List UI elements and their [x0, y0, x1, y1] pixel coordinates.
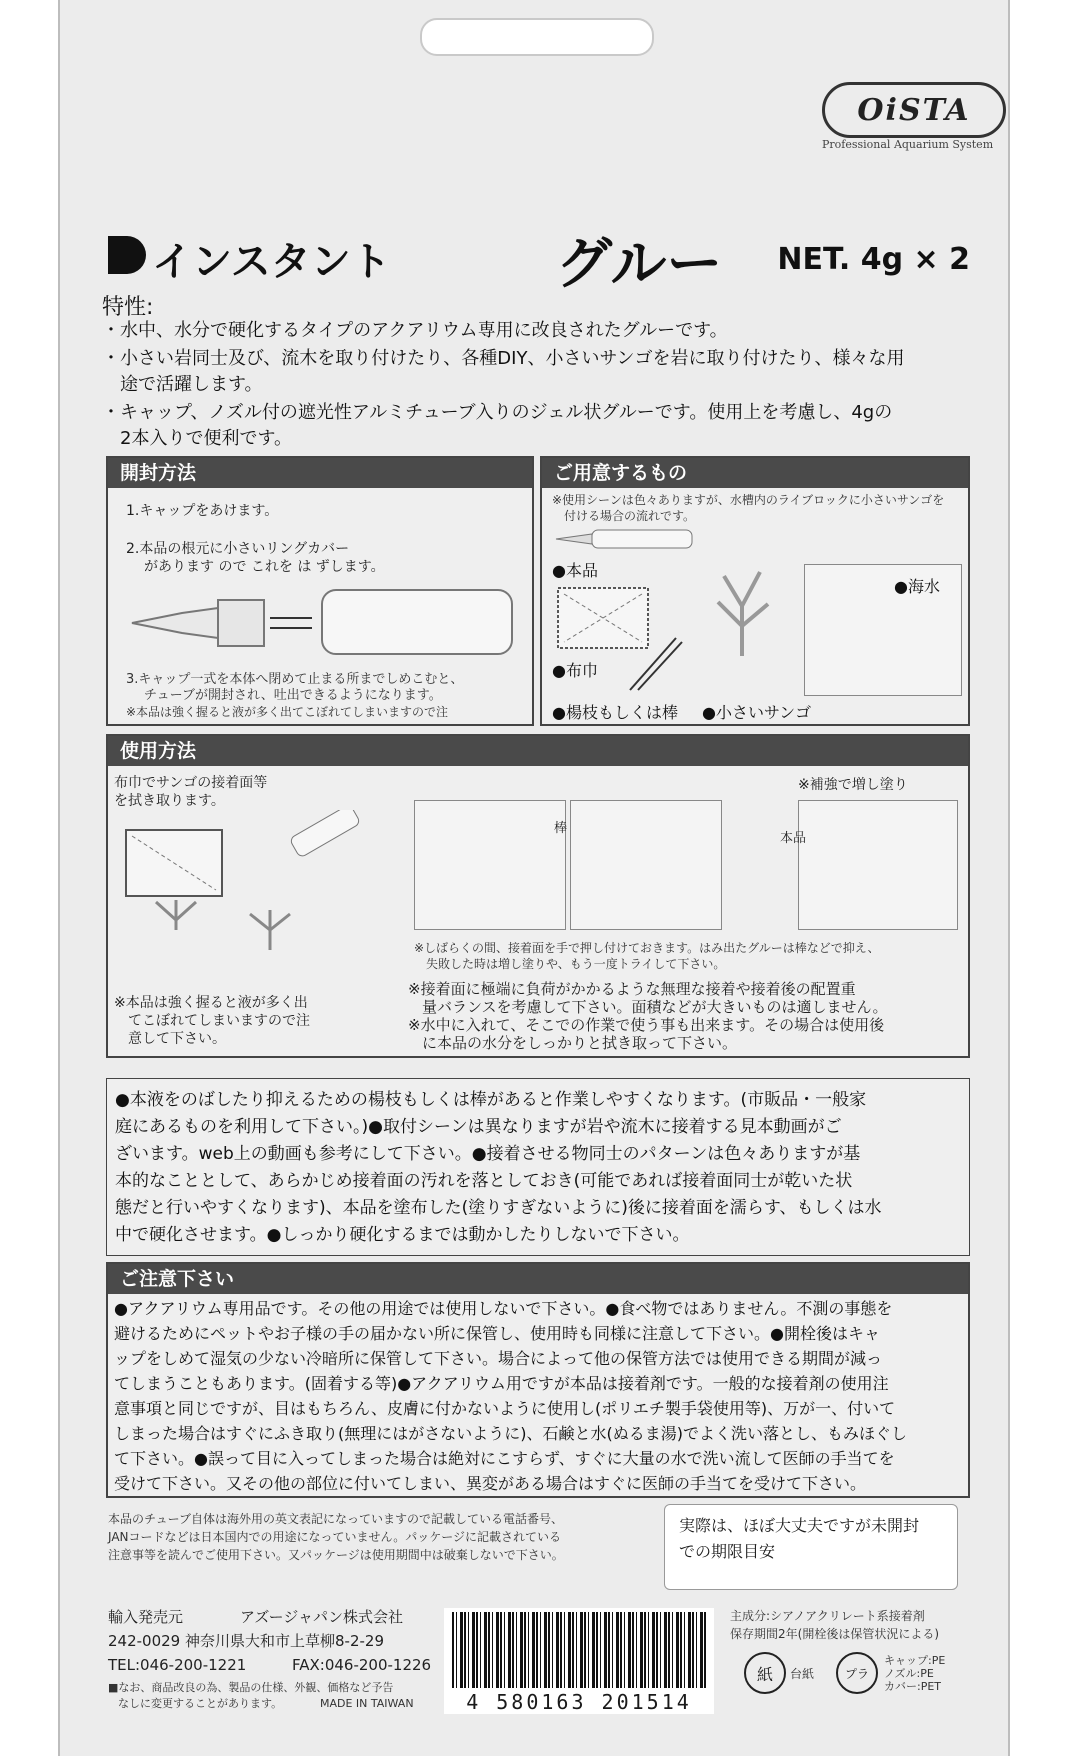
- opening-step-2b: があります ので これを は ずします。: [144, 559, 385, 575]
- prepare-item-coral: ●小さいサンゴ: [702, 703, 812, 722]
- usage-press-line1: ※しばらくの間、接着面を手で押し付けておきます。はみ出たグルーは棒などで抑え、: [414, 941, 880, 955]
- tips-line: ●本液をのばしたり抑えるための楊枝もしくは棒があると作業しやすくなります。(市販品・一般家: [115, 1090, 867, 1110]
- paper-recycle-icon: 紙: [744, 1652, 786, 1694]
- usage-method-heading: 使用方法: [108, 736, 968, 766]
- material-nozzle: ノズル:PE: [884, 1667, 934, 1680]
- caution-line: 受けて下さい。又その他の部位に付いてしまい、異変がある場合はすぐに医師の手当てを受けて下さい。: [114, 1474, 867, 1493]
- feature-line: ・キャップ、ノズル付の遮光性アルミチューブ入りのジェル状グルーです。使用上を考慮し、4gの: [102, 402, 893, 423]
- brand-logo: OiSTA: [822, 82, 1006, 138]
- note-line: での期限目安: [679, 1542, 776, 1561]
- tips-line: ざいます。web上の動画も参考にして下さい。●接着させる物同士のパターンは色々ありますが基: [115, 1144, 861, 1164]
- small-tube-illustration: [552, 524, 702, 554]
- caution-line: てしまうこともあります。(固着する等)●アクアリウム用ですが本品は接着剤です。一般的な接着剤の使用注: [114, 1374, 889, 1393]
- usage-caution-line3: ※水中に入れて、そこでの作業で使う事も出来ます。その場合は使用後: [408, 1016, 885, 1034]
- opening-step-2a: 2.本品の根元に小さいリングカバー: [126, 541, 350, 557]
- change-notice-line2: なしに変更することがあります。: [118, 1697, 283, 1710]
- usage-stick-label: 棒: [554, 821, 568, 836]
- opening-note-1: ※本品は強く握ると液が多く出てこぼれてしまいますので注: [126, 705, 449, 719]
- prepare-item-stick: ●楊枝もしくは棒: [552, 703, 678, 722]
- prepare-items-heading: ご用意するもの: [542, 458, 968, 488]
- caution-heading: ご注意下さい: [108, 1264, 968, 1294]
- material-cover: カバー:PET: [884, 1680, 942, 1693]
- feature-line: 途で活躍します。: [102, 374, 263, 395]
- paper-recycle-label: 台紙: [790, 1667, 815, 1681]
- reinforce-step-illustration: [798, 800, 958, 930]
- barcode-number: 4 580163 201514: [466, 1690, 692, 1714]
- footer-notice-line: 本品のチューブ自体は海外用の英文表記になっていますので記載している電話番号、: [108, 1512, 564, 1526]
- importer-label: 輸入発売元: [108, 1608, 184, 1626]
- footer-notice-line: 注意事等を読んでご使用下さい。又パッケージは使用期間中は破棄しないで下さい。: [108, 1548, 564, 1562]
- prepare-item-seawater: ●海水: [894, 577, 940, 596]
- title-bullet-icon: [108, 236, 146, 274]
- usage-warn-line2: てこぼれてしまいますので注: [128, 1013, 310, 1029]
- opening-step-1: 1.キャップをあけます。: [126, 503, 279, 519]
- usage-press-line2: 失敗した時は増し塗りや、もう一度トライして下さい。: [426, 957, 726, 971]
- features-title: 特性:: [102, 295, 154, 320]
- opening-method-box: [106, 456, 534, 726]
- usage-caution-line2: 量バランスを考慮して下さい。面積などが大きいものは適しません。: [422, 998, 888, 1016]
- prepare-item-product: ●本品: [552, 561, 598, 580]
- tips-box: [106, 1078, 970, 1256]
- usage-wipe-line2: を拭き取ります。: [114, 793, 225, 809]
- caution-line: て下さい。●誤って目に入ってしまった場合は絶対にこすらず、すぐに大量の水で洗い流して医師の手当てを: [114, 1449, 895, 1468]
- usage-method-box: [106, 734, 970, 1058]
- usage-caution-line1: ※接着面に極端に負荷がかかるような無理な接着や接着後の配置重: [408, 980, 856, 998]
- wipe-apply-illustration: [120, 810, 370, 960]
- importer-fax: FAX:046-200-1226: [292, 1656, 432, 1674]
- feature-line: ・小さい岩同士及び、流木を取り付けたり、各種DIY、小さいサンゴを岩に取り付けたり、様々な用: [102, 348, 905, 369]
- hang-hole: [420, 18, 654, 56]
- prepare-note-1: ※使用シーンは色々ありますが、水槽内のライブロックに小さいサンゴを: [552, 493, 945, 507]
- change-notice-line1: ■なお、商品改良の為、製品の仕様、外観、価格など予告: [108, 1681, 394, 1694]
- tube-illustration: [122, 578, 522, 668]
- feature-line: ・水中、水分で硬化するタイプのアクアリウム専用に改良されたグルーです。: [102, 320, 728, 341]
- handwritten-note-sticker: [664, 1504, 958, 1590]
- product-title-part2: グルー: [556, 232, 723, 297]
- product-title-part1: インスタント: [152, 239, 391, 285]
- net-weight: NET. 4g × 2: [777, 242, 970, 277]
- usage-wipe-line1: 布巾でサンゴの接着面等: [114, 775, 268, 791]
- caution-line: ●アクアリウム専用品です。その他の用途では使用しないで下さい。●食べ物ではありません。不測の事態を: [114, 1299, 893, 1318]
- footer-notice-line: JANコードなどは日本国内での用途になっていません。パッケージに記載されている: [108, 1530, 561, 1544]
- opening-step-3a: 3.キャップ一式を本体へ閉めて止まる所までしめこむと、: [126, 672, 464, 687]
- importer-name: アズージャパン株式会社: [240, 1608, 404, 1626]
- shelf-life-label: 保存期間2年(開栓後は保管状況による): [730, 1627, 939, 1641]
- tips-line: 態だと行いやすくなります)、本品を塗布した(塗りすぎないように)後に接着面を濡らす、もしくは水: [115, 1198, 882, 1218]
- usage-warn-line3: 意して下さい。: [128, 1031, 226, 1047]
- opening-method-heading: 開封方法: [108, 458, 532, 488]
- jan-barcode: [444, 1608, 714, 1714]
- caution-line: 避けるためにペットやお子様の手の届かない所に保管し、使用時も同様に注意して下さい。●開栓後はキャ: [114, 1324, 880, 1343]
- tips-line: 庭にあるものを利用して下さい。)●取付シーンは異なりますが岩や流木に接着する見本動画がご: [115, 1117, 842, 1137]
- caution-line: ップをしめて湿気の少ない冷暗所に保管して下さい。場合によって他の保管方法では使用できる期間が減っ: [114, 1349, 883, 1368]
- tips-line: 中で硬化させます。●しっかり硬化するまでは動かしたりしないで下さい。: [115, 1225, 690, 1245]
- made-in-label: MADE IN TAIWAN: [320, 1697, 414, 1710]
- caution-line: しまった場合はすぐにふき取り(無理にはがさないように)、石鹸と水(ぬるま湯)でよく洗い落とし、もみほぐし: [114, 1424, 907, 1443]
- feature-line: 2本入りで便利です。: [102, 428, 293, 449]
- stick-illustration: [626, 634, 686, 694]
- importer-address: 242-0029 神奈川県大和市上草柳8-2-29: [108, 1632, 384, 1650]
- product-title-row: [108, 220, 970, 297]
- opening-step-3b: チューブが開封され、吐出できるようになります。: [144, 688, 442, 703]
- importer-tel: TEL:046-200-1221: [108, 1656, 247, 1674]
- ingredient-label: 主成分:シアノアクリレート系接着剤: [730, 1609, 925, 1623]
- material-cap: キャップ:PE: [884, 1654, 946, 1667]
- usage-warn-line1: ※本品は強く握ると液が多く出: [114, 995, 308, 1011]
- prepare-note-2: 付ける場合の流れです。: [564, 509, 696, 523]
- plastic-recycle-icon: プラ: [836, 1652, 878, 1694]
- coral-illustration: [702, 546, 782, 666]
- caution-line: 意事項と同じですが、目はもちろん、皮膚に付かないように使用し(ポリエチ製手袋使用等)、万が一、付いて: [114, 1399, 896, 1418]
- barcode-bars: [452, 1612, 706, 1688]
- brand-tagline: Professional Aquarium System: [822, 138, 994, 151]
- usage-caution-line4: に本品の水分をしっかりと拭き取って下さい。: [422, 1034, 738, 1052]
- press-step-illustration: [414, 800, 566, 930]
- stick-step-illustration: [570, 800, 722, 930]
- prepare-item-cloth: ●布巾: [552, 661, 598, 680]
- usage-product-label: 本品: [780, 831, 807, 846]
- note-line: 実際は、ほぼ大丈夫ですが未開封: [679, 1516, 920, 1535]
- caution-box: [106, 1262, 970, 1498]
- usage-reinforce-note: ※補強で増し塗り: [798, 777, 908, 793]
- prepare-items-box: [540, 456, 970, 726]
- tips-line: 本的なこととして、あらかじめ接着面の汚れを落としておき(可能であれば接着面同士が乾いた状: [115, 1171, 853, 1191]
